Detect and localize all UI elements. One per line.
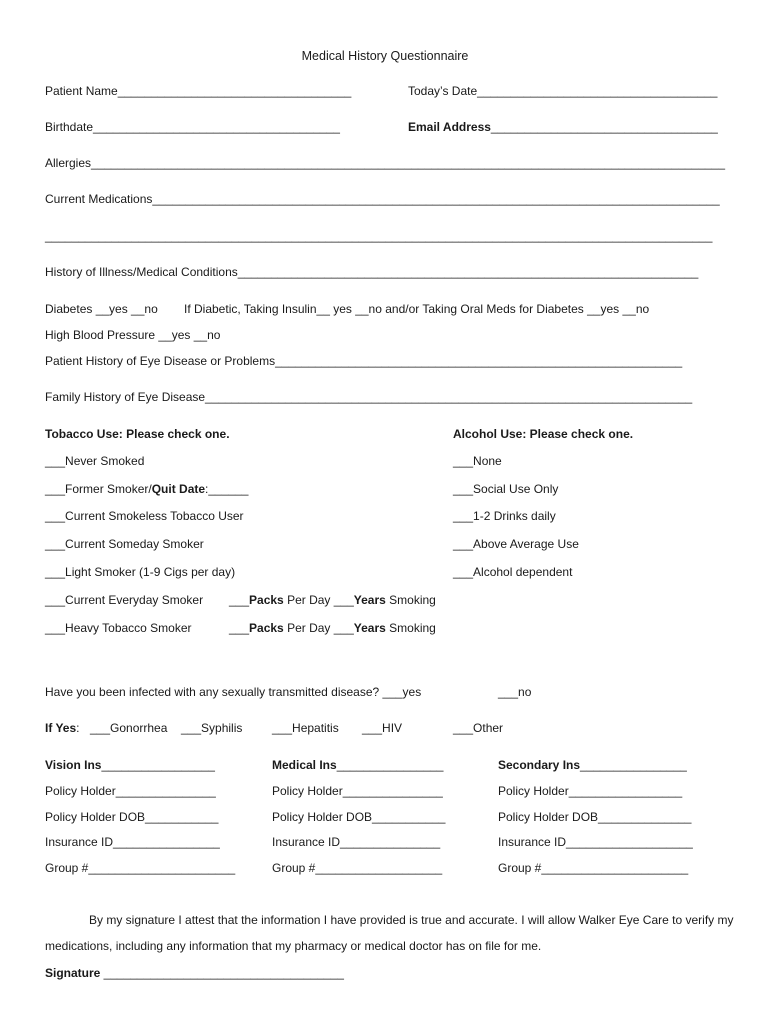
- packs-label: Packs: [249, 593, 284, 607]
- vision-ins-blank: _________________: [101, 758, 215, 772]
- former-smoker-label: ___Former Smoker/: [45, 482, 152, 496]
- if-yes-text: If Yes: [45, 721, 77, 735]
- secondary-holder-dob-field[interactable]: Policy Holder DOB______________: [498, 810, 692, 824]
- secondary-policy-holder-field[interactable]: Policy Holder_________________: [498, 784, 683, 798]
- syphilis-option[interactable]: ___Syphilis: [181, 721, 243, 735]
- email-blank: __________________________________: [490, 120, 718, 134]
- packs-blank: ___: [229, 621, 250, 635]
- gonorrhea-option[interactable]: ___Gonorrhea: [90, 721, 168, 735]
- medical-ins-field[interactable]: [272, 758, 443, 772]
- vision-holder-dob-field[interactable]: Policy Holder DOB___________: [45, 810, 219, 824]
- tobacco-everyday-option[interactable]: ___Current Everyday Smoker: [45, 593, 204, 607]
- high-blood-pressure-question[interactable]: High Blood Pressure __yes __no: [45, 328, 221, 342]
- alcohol-dependent-option[interactable]: ___Alcohol dependent: [453, 565, 573, 579]
- std-no-option[interactable]: ___no: [498, 685, 532, 699]
- tobacco-smokeless-option[interactable]: ___Current Smokeless Tobacco User: [45, 509, 244, 523]
- medical-holder-dob-field[interactable]: Policy Holder DOB___________: [272, 810, 446, 824]
- signature-blank: ____________________________________: [100, 966, 344, 980]
- packs-blank: ___: [229, 593, 250, 607]
- patient-name-field[interactable]: Patient Name___________________________________: [45, 84, 352, 98]
- medical-ins-blank: ________________: [336, 758, 444, 772]
- secondary-ins-blank: ________________: [580, 758, 687, 772]
- alcohol-above-average-option[interactable]: ___Above Average Use: [453, 537, 579, 551]
- alcohol-drinks-option[interactable]: ___1-2 Drinks daily: [453, 509, 556, 523]
- tobacco-heading: Tobacco Use: Please check one.: [45, 427, 230, 441]
- email-field[interactable]: [408, 120, 718, 134]
- medical-insurance-id-field[interactable]: Insurance ID_______________: [272, 835, 441, 849]
- page-title: Medical History Questionnaire: [301, 49, 469, 63]
- per-day-label: Per Day ___: [283, 621, 354, 635]
- vision-policy-holder-field[interactable]: Policy Holder_______________: [45, 784, 216, 798]
- alcohol-heading: Alcohol Use: Please check one.: [453, 427, 634, 441]
- vision-insurance-id-field[interactable]: Insurance ID________________: [45, 835, 220, 849]
- years-label: Years: [353, 593, 386, 607]
- hepatitis-option[interactable]: ___Hepatitis: [272, 721, 339, 735]
- history-illness-field[interactable]: History of Illness/Medical Conditions_____________________________________________________________________: [45, 265, 699, 279]
- heavy-packs-years-field[interactable]: [229, 621, 436, 635]
- tobacco-light-option[interactable]: ___Light Smoker (1-9 Cigs per day): [45, 565, 236, 579]
- tobacco-never-option[interactable]: ___Never Smoked: [45, 454, 145, 468]
- quit-date-blank: :______: [205, 482, 249, 496]
- vision-ins-field[interactable]: [45, 758, 215, 772]
- alcohol-social-option[interactable]: ___Social Use Only: [453, 482, 559, 496]
- other-option[interactable]: ___Other: [453, 721, 504, 735]
- smoking-label: Smoking: [385, 593, 436, 607]
- birthdate-field[interactable]: Birthdate_____________________________________: [45, 120, 340, 134]
- allergies-field[interactable]: Allergies_______________________________________________________________________________________________: [45, 156, 726, 170]
- smoking-label: Smoking: [385, 621, 436, 635]
- eye-disease-field[interactable]: Patient History of Eye Disease or Problems_____________________________________________________________: [45, 354, 683, 368]
- vision-ins-label: Vision Ins: [45, 758, 102, 772]
- if-yes-label: [45, 721, 79, 735]
- tobacco-heavy-option[interactable]: ___Heavy Tobacco Smoker: [45, 621, 192, 635]
- attestation-paragraph: [45, 907, 735, 959]
- secondary-insurance-id-field[interactable]: Insurance ID___________________: [498, 835, 693, 849]
- packs-label: Packs: [249, 621, 284, 635]
- medical-ins-label: Medical Ins: [272, 758, 337, 772]
- secondary-ins-field[interactable]: [498, 758, 687, 772]
- medications-continuation-line[interactable]: ____________________________________________________________________________________________________: [45, 229, 713, 243]
- years-label: Years: [353, 621, 386, 635]
- medical-policy-holder-field[interactable]: Policy Holder_______________: [272, 784, 443, 798]
- per-day-label: Per Day ___: [283, 593, 354, 607]
- everyday-packs-years-field[interactable]: [229, 593, 436, 607]
- if-yes-colon: :: [76, 721, 80, 735]
- signature-label: Signature: [45, 966, 101, 980]
- diabetes-question[interactable]: Diabetes __yes __no: [45, 302, 158, 316]
- tobacco-someday-option[interactable]: ___Current Someday Smoker: [45, 537, 204, 551]
- alcohol-none-option[interactable]: ___None: [453, 454, 502, 468]
- std-question[interactable]: Have you been infected with any sexually transmitted disease? ___yes: [45, 685, 422, 699]
- secondary-group-field[interactable]: Group #______________________: [498, 861, 689, 875]
- current-medications-field[interactable]: Current Medications_____________________________________________________________________________________: [45, 192, 720, 206]
- attestation-text: By my signature I attest that the information I have provided is true and accurate. I will allow Walker Eye Care to verify my medications, including any information that my pharmacy or medical doctor has on file for me.: [45, 913, 734, 953]
- insulin-oral-meds-question[interactable]: If Diabetic, Taking Insulin__ yes __no and/or Taking Oral Meds for Diabetes __yes __no: [184, 302, 650, 316]
- hiv-option[interactable]: ___HIV: [362, 721, 403, 735]
- family-eye-disease-field[interactable]: Family History of Eye Disease_________________________________________________________________________: [45, 390, 693, 404]
- secondary-ins-label: Secondary Ins: [498, 758, 581, 772]
- vision-group-field[interactable]: Group #______________________: [45, 861, 236, 875]
- signature-field[interactable]: [45, 966, 344, 980]
- todays-date-field[interactable]: Today’s Date____________________________________: [408, 84, 718, 98]
- quit-date-label: Quit Date: [151, 482, 206, 496]
- tobacco-former-option[interactable]: [45, 482, 248, 496]
- email-label: Email Address: [408, 120, 491, 134]
- medical-group-field[interactable]: Group #___________________: [272, 861, 443, 875]
